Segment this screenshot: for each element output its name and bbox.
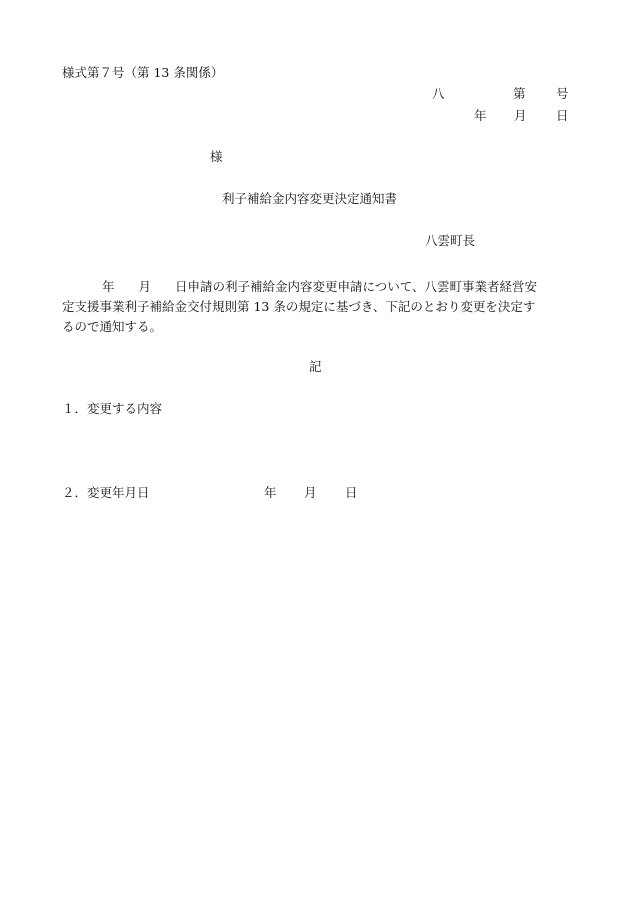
issuer-name: 八雲町長 [425,233,476,248]
body-line-1-text: 日申請の利子補給金内容変更申請について、八雲町事業者経営安 [175,279,538,294]
item-2-year: 年 [264,485,277,500]
item-2-day: 日 [345,485,358,500]
date-year: 年 [474,108,487,123]
item-1-label: １．変更する内容 [62,401,163,416]
date-month: 月 [514,108,527,123]
doc-number-mid: 第 [513,86,526,101]
body-line-1 [62,277,576,297]
recipient-honorific: 様 [210,149,223,164]
ki-heading: 記 [309,359,322,374]
form-label: 様式第７号（第 13 条関係） [62,65,224,80]
document-title: 利子補給金内容変更決定通知書 [222,191,398,206]
doc-number-suffix: 号 [556,86,569,101]
body-line-3: るので通知する。 [62,319,163,334]
date-day: 日 [556,108,569,123]
body-year: 年 [102,279,115,294]
body-paragraph [62,277,576,337]
body-month: 月 [138,279,152,294]
item-2-month: 月 [304,485,317,500]
body-line-2: 定支援事業利子補給金交付規則第 13 条の規定に基づき、下記のとおり変更を決定す [62,299,536,314]
item-2-label: ２．変更年月日 [62,485,150,500]
doc-number-prefix: 八 [432,86,445,101]
